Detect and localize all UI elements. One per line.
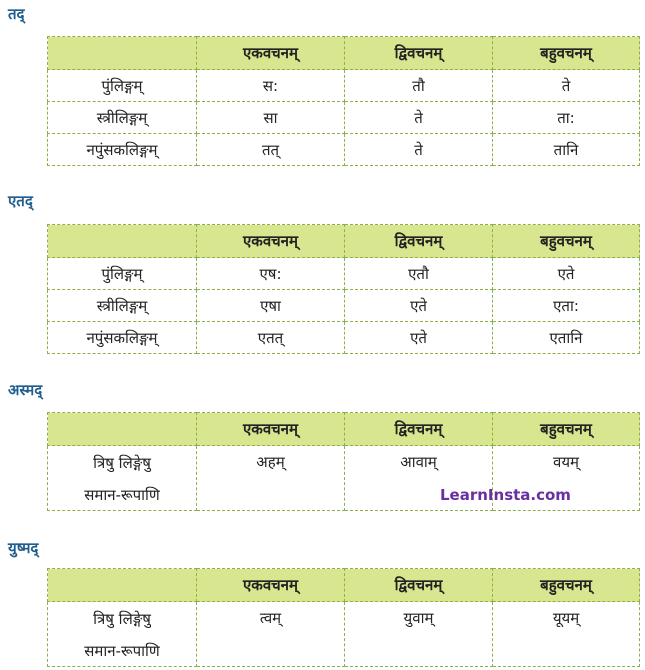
header-row: [48, 413, 640, 446]
corner-cell: [48, 225, 197, 258]
watermark: LearnInsta.com: [440, 486, 571, 504]
header-singular: एकवचनम्: [197, 225, 345, 258]
corner-cell: [48, 569, 197, 602]
row-label: [48, 602, 197, 667]
cell-plural: तानि: [493, 134, 640, 166]
cell-dual: एतौ: [345, 258, 493, 290]
header-plural: बहुवचनम्: [493, 413, 640, 446]
table-row: [48, 70, 640, 102]
cell-singular: एषा: [197, 290, 345, 322]
cell-plural: ते: [493, 70, 640, 102]
cell-singular: एतत्: [197, 322, 345, 354]
cell-dual: युवाम्: [345, 602, 493, 667]
cell-singular: सा: [197, 102, 345, 134]
label-line: समान-रूपाणि: [84, 486, 160, 504]
declension-table-yushmad: [47, 568, 640, 667]
table-row: [48, 290, 640, 322]
cell-singular: अहम्: [197, 446, 345, 511]
cell-dual: एते: [345, 290, 493, 322]
row-label: पुंलिङ्गम्: [48, 70, 197, 102]
header-dual: द्विवचनम्: [345, 569, 493, 602]
corner-cell: [48, 413, 197, 446]
cell-plural: ता:: [493, 102, 640, 134]
header-row: [48, 37, 640, 70]
cell-singular: स:: [197, 70, 345, 102]
label-line: त्रिषु लिङ्गेषु: [93, 454, 151, 472]
table-row: [48, 322, 640, 354]
cell-plural: एते: [493, 258, 640, 290]
header-row: [48, 569, 640, 602]
header-row: [48, 225, 640, 258]
table-row: [48, 602, 640, 667]
header-plural: बहुवचनम्: [493, 37, 640, 70]
section-title-asmad: अस्मद्: [8, 381, 43, 399]
row-label: स्त्रीलिङ्गम्: [48, 102, 197, 134]
row-label: [48, 446, 197, 511]
row-label: पुंलिङ्गम्: [48, 258, 197, 290]
header-dual: द्विवचनम्: [345, 37, 493, 70]
cell-singular: तत्: [197, 134, 345, 166]
cell-plural: वयम्: [493, 446, 640, 511]
section-title-tad: तद्: [8, 5, 25, 23]
table-row: [48, 102, 640, 134]
header-singular: एकवचनम्: [197, 413, 345, 446]
header-plural: बहुवचनम्: [493, 569, 640, 602]
cell-dual: ते: [345, 134, 493, 166]
declension-table-tad: [47, 36, 640, 166]
cell-dual: तौ: [345, 70, 493, 102]
label-line: त्रिषु लिङ्गेषु: [93, 610, 151, 628]
cell-plural: एता:: [493, 290, 640, 322]
cell-singular: त्वम्: [197, 602, 345, 667]
header-dual: द्विवचनम्: [345, 225, 493, 258]
header-dual: द्विवचनम्: [345, 413, 493, 446]
declension-table-etad: [47, 224, 640, 354]
header-singular: एकवचनम्: [197, 569, 345, 602]
cell-dual: एते: [345, 322, 493, 354]
row-label: नपुंसकलिङ्गम्: [48, 134, 197, 166]
row-label: स्त्रीलिङ्गम्: [48, 290, 197, 322]
row-label: नपुंसकलिङ्गम्: [48, 322, 197, 354]
section-title-etad: एतद्: [8, 192, 33, 210]
table-row: [48, 134, 640, 166]
label-line: समान-रूपाणि: [84, 642, 160, 660]
corner-cell: [48, 37, 197, 70]
header-singular: एकवचनम्: [197, 37, 345, 70]
cell-plural: एतानि: [493, 322, 640, 354]
section-title-yushmad: युष्मद्: [8, 539, 39, 557]
header-plural: बहुवचनम्: [493, 225, 640, 258]
table-row: [48, 258, 640, 290]
cell-dual: आवाम्: [345, 446, 493, 511]
cell-singular: एष:: [197, 258, 345, 290]
cell-dual: ते: [345, 102, 493, 134]
cell-plural: यूयम्: [493, 602, 640, 667]
